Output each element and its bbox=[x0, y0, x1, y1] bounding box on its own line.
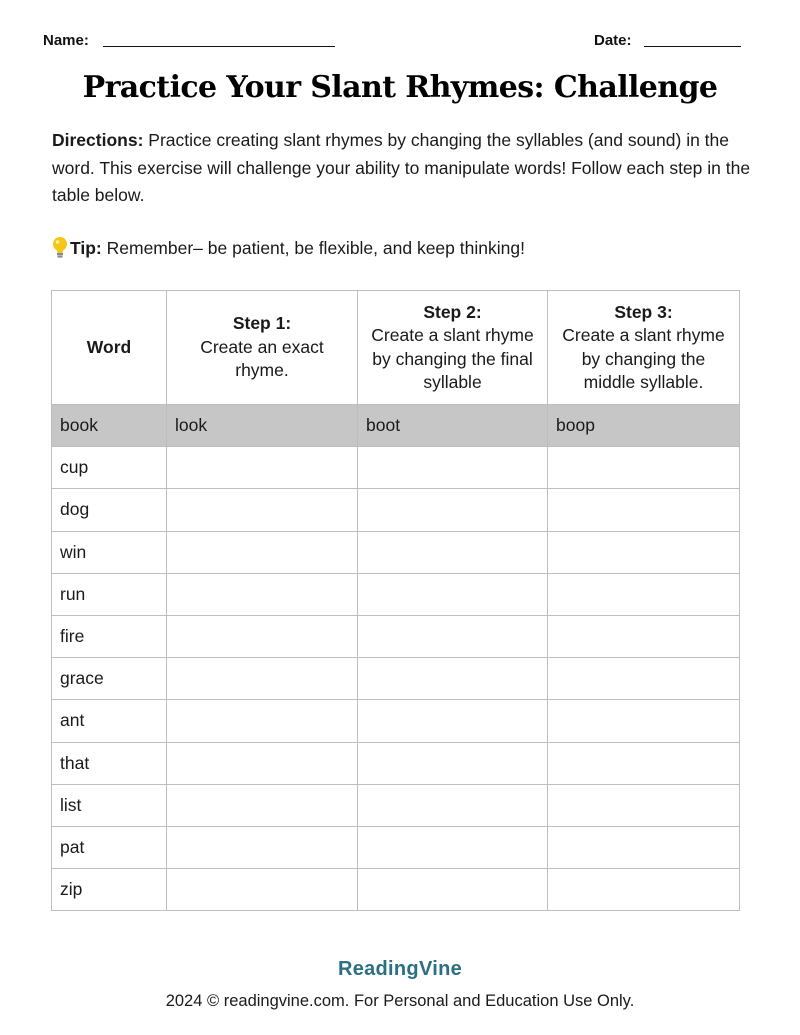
date-label: Date: bbox=[594, 32, 632, 49]
directions-text: Practice creating slant rhymes by changing the syllables (and sound) in the word. This exercise will challenge your ability to manipulate words! Follow each step in the table below. bbox=[52, 130, 751, 205]
name-label: Name: bbox=[43, 32, 89, 49]
step-1-cell[interactable] bbox=[167, 658, 358, 700]
header-step-1: Step 1: Create an exact rhyme. bbox=[167, 291, 358, 405]
word-cell: grace bbox=[52, 658, 167, 700]
word-cell: that bbox=[52, 742, 167, 784]
step-1-cell[interactable] bbox=[167, 489, 358, 531]
step-3-cell[interactable] bbox=[548, 826, 740, 868]
table-row bbox=[52, 700, 740, 742]
step-1-cell[interactable] bbox=[167, 784, 358, 826]
table-row bbox=[52, 784, 740, 826]
step-2-cell[interactable] bbox=[358, 658, 548, 700]
example-step-3: boop bbox=[548, 405, 740, 447]
word-cell: list bbox=[52, 784, 167, 826]
step-2-cell[interactable] bbox=[358, 615, 548, 657]
step-2-cell[interactable] bbox=[358, 531, 548, 573]
step-3-cell[interactable] bbox=[548, 531, 740, 573]
directions-label: Directions: bbox=[52, 130, 144, 150]
table-row bbox=[52, 869, 740, 911]
word-cell: zip bbox=[52, 869, 167, 911]
table-row bbox=[52, 531, 740, 573]
step-1-cell[interactable] bbox=[167, 447, 358, 489]
step-2-cell[interactable] bbox=[358, 573, 548, 615]
step-3-cell[interactable] bbox=[548, 742, 740, 784]
table-row bbox=[52, 447, 740, 489]
step-2-cell[interactable] bbox=[358, 869, 548, 911]
page-title: Practice Your Slant Rhymes: Challenge bbox=[82, 70, 718, 105]
step-3-cell[interactable] bbox=[548, 489, 740, 531]
table-row bbox=[52, 742, 740, 784]
word-cell: pat bbox=[52, 826, 167, 868]
step-1-cell[interactable] bbox=[167, 615, 358, 657]
table-row bbox=[52, 573, 740, 615]
step-2-cell[interactable] bbox=[358, 489, 548, 531]
example-word: book bbox=[52, 405, 167, 447]
word-cell: ant bbox=[52, 700, 167, 742]
example-step-2: boot bbox=[358, 405, 548, 447]
step-3-cell[interactable] bbox=[548, 784, 740, 826]
step-1-cell[interactable] bbox=[167, 700, 358, 742]
lightbulb-icon bbox=[52, 236, 68, 265]
step-3-cell[interactable] bbox=[548, 573, 740, 615]
header-step-3: Step 3: Create a slant rhyme by changing the middle syllable. bbox=[548, 291, 740, 405]
word-cell: fire bbox=[52, 615, 167, 657]
step-1-cell[interactable] bbox=[167, 531, 358, 573]
word-cell: cup bbox=[52, 447, 167, 489]
step-1-cell[interactable] bbox=[167, 869, 358, 911]
table-row bbox=[52, 489, 740, 531]
step-2-cell[interactable] bbox=[358, 742, 548, 784]
directions bbox=[52, 127, 764, 210]
word-cell: run bbox=[52, 573, 167, 615]
step-1-cell[interactable] bbox=[167, 573, 358, 615]
header-word: Word bbox=[52, 291, 167, 405]
tip-label: Tip: bbox=[70, 238, 102, 258]
tip-text: Remember– be patient, be flexible, and keep thinking! bbox=[101, 238, 525, 258]
table-header-row bbox=[52, 291, 740, 405]
step-3-cell[interactable] bbox=[548, 658, 740, 700]
tip bbox=[52, 236, 525, 265]
step-2-cell[interactable] bbox=[358, 826, 548, 868]
example-step-1: look bbox=[167, 405, 358, 447]
step-3-cell[interactable] bbox=[548, 869, 740, 911]
step-1-cell[interactable] bbox=[167, 742, 358, 784]
slant-rhyme-table bbox=[51, 290, 740, 911]
step-3-cell[interactable] bbox=[548, 447, 740, 489]
step-2-cell[interactable] bbox=[358, 447, 548, 489]
table-row bbox=[52, 826, 740, 868]
table-row bbox=[52, 615, 740, 657]
example-row bbox=[52, 405, 740, 447]
step-2-cell[interactable] bbox=[358, 700, 548, 742]
table-row bbox=[52, 658, 740, 700]
date-field-line bbox=[644, 46, 741, 47]
step-3-cell[interactable] bbox=[548, 615, 740, 657]
word-cell: win bbox=[52, 531, 167, 573]
name-field-line bbox=[103, 46, 335, 47]
step-3-cell[interactable] bbox=[548, 700, 740, 742]
header-row bbox=[43, 32, 742, 54]
footer-copyright: 2024 © readingvine.com. For Personal and Education Use Only. bbox=[165, 992, 635, 1010]
word-cell: dog bbox=[52, 489, 167, 531]
header-step-2: Step 2: Create a slant rhyme by changing the final syllable bbox=[358, 291, 548, 405]
step-2-cell[interactable] bbox=[358, 784, 548, 826]
readingvine-logo: ReadingVine bbox=[337, 958, 463, 980]
step-1-cell[interactable] bbox=[167, 826, 358, 868]
